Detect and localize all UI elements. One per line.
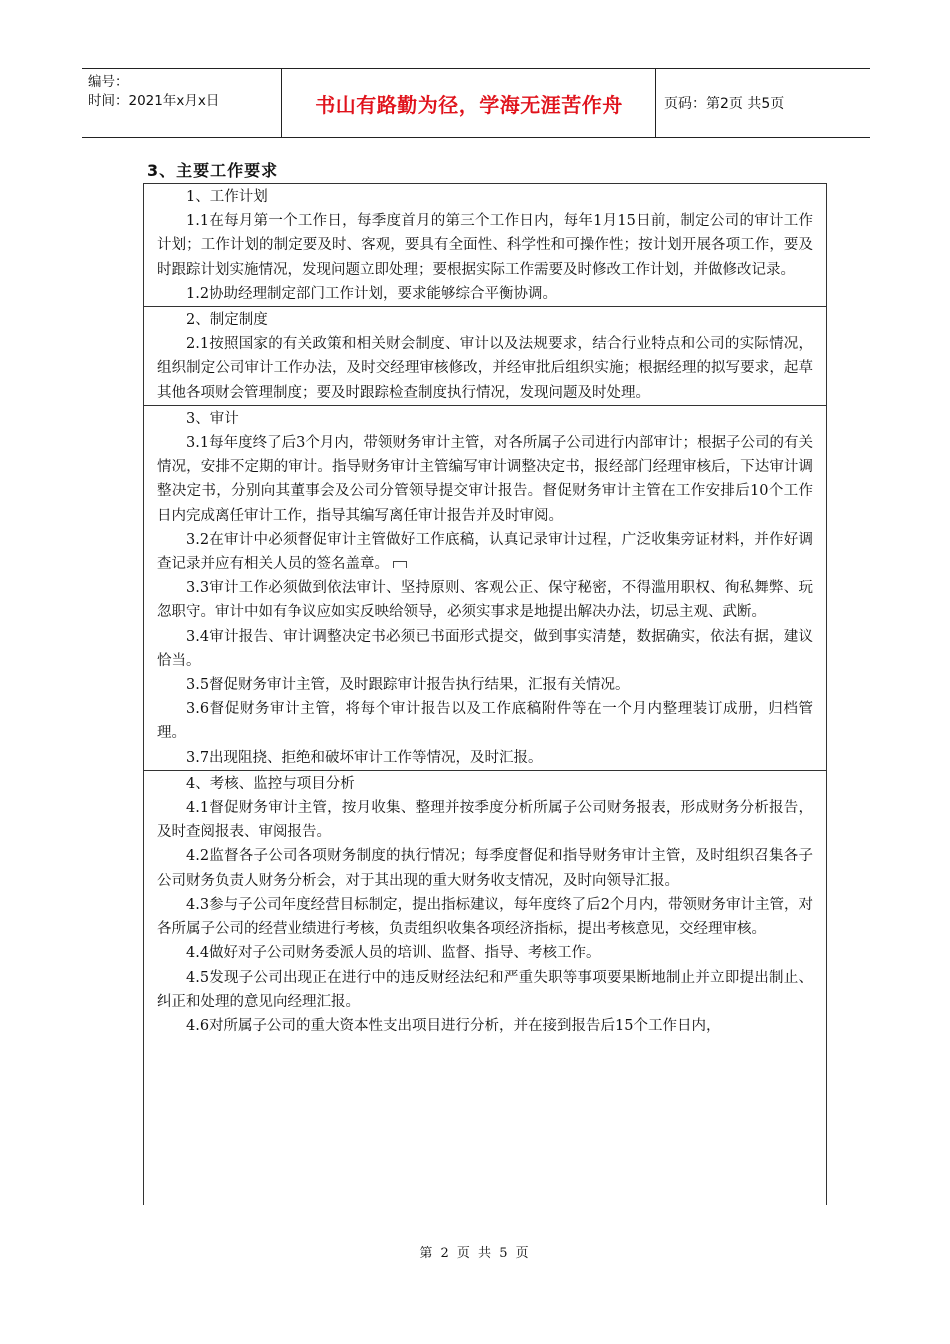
paragraph: 4.4做好对子公司财务委派人员的培训、监督、指导、考核工作。 [186,945,601,962]
paragraph: 3.6督促财务审计主管，将每个审计报告以及工作底稿附件等在一个月内整理装订成册，归档管理。 [157,701,813,742]
paragraph-text: 3.2在审计中必须督促审计主管做好工作底稿，认真记录审计过程，广泛收集旁证材料，并作好调查记录并应有相关人员的签名盖章。 [157,531,813,573]
document-date-label: 时间：2021年x月x日 [88,93,220,109]
section-heading: 1、工作计划 [186,189,268,205]
section-assessment [144,771,826,1038]
paragraph: 3.3审计工作必须做到依法审计、坚持原则、客观公正、保守秘密，不得滥用职权、徇私舞弊、玩忽职守。审计中如有争议应如实反映给领导，必须实事求是地提出解决办法，切忌主观、武断。 [157,580,813,621]
section-heading: 2、制定制度 [186,312,268,329]
document-number-label: 编号： [88,74,129,90]
paragraph: 3.4审计报告、审计调整决定书必须已书面形式提交，做到事实清楚，数据确实，依法有据，建议恰当。 [157,628,813,669]
paragraph: 4.2监督各子公司各项财务制度的执行情况；每季度督促和指导财务审计主管，及时组织召集各子公司财务负责人财务分析会，对于其出现的重大财务收支情况，及时向领导汇报。 [157,848,813,889]
paragraph [157,528,813,576]
paragraph: 4.5发现子公司出现正在进行中的违反财经法纪和严重失职等事项要果断地制止并立即提出制止、纠正和处理的意见向经理汇报。 [157,969,813,1010]
section-work-plan [144,184,826,307]
paragraph: 4.3参与子公司年度经营目标制定，提出指标建议，每年度终了后2个月内，带领财务审计主管，对各所属子公司的经营业绩进行考核，负责组织收集各项经济指标，提出考核意见，交经理审核。 [157,896,813,938]
requirements-table [143,183,827,1205]
paragraph: 1.1在每月第一个工作日，每季度首月的第三个工作日内，每年1月15日前，制定公司的审计工作计划；工作计划的制定要及时、客观，要具有全面性、科学性和可操作性；按计划开展各项工作，要及时跟踪计划实施情况，发现问题立即处理；要根据实际工作需要及时修改工作计划，并做修改记录。 [157,213,813,278]
page-footer: 第 2 页 共 5 页 [419,1246,531,1261]
header-page-number: 页码：第2页 共5页 [664,96,785,112]
paragraph: 3.1每年度终了后3个月内，带领财务审计主管，对各所属子公司进行内部审计；根据子公司的有关情况，安排不定期的审计。指导财务审计主管编写审计调整决定书，报经部门经理审核后，下达审计调整决定书，分别向其董事会及公司分管领导提交审计报告。督促财务审计主管在工作安排后10个工作日内完成离任审计工作，指导其编写离任审计报告并及时审阅。 [157,435,813,524]
section-regulations [144,307,826,406]
header-divider [281,69,282,137]
header-meta [88,73,278,111]
paragraph: 3.7出现阻挠、拒绝和破坏审计工作等情况，及时汇报。 [186,749,543,766]
header-divider [655,69,656,137]
section-heading: 4、考核、监控与项目分析 [186,775,355,792]
section-audit [144,406,826,771]
section-heading: 3、审计 [186,410,239,427]
header-motto: 书山有路勤为径，学海无涯苦作舟 [315,92,623,117]
paragraph: 4.1督促财务审计主管，按月收集、整理并按季度分析所属子公司财务报表，形成财务分析报告，及时查阅报表、审阅报告。 [157,800,813,841]
section-title: 3、主要工作要求 [147,161,279,180]
paragraph: 1.2协助经理制定部门工作计划，要求能够综合平衡协调。 [186,285,558,302]
paragraph: 4.6对所属子公司的重大资本性支出项目进行分析，并在接到报告后15个工作日内， [186,1017,721,1034]
edit-mark-icon [393,561,407,568]
page-header [82,68,870,138]
paragraph: 2.1按照国家的有关政策和相关财会制度、审计以及法规要求，结合行业特点和公司的实际情况，组织制定公司审计工作办法，及时交经理审核修改，并经审批后组织实施；根据经理的拟写要求，起草其他各项财会管理制度；要及时跟踪检查制度执行情况，发现问题及时处理。 [157,336,813,401]
paragraph: 3.5督促财务审计主管，及时跟踪审计报告执行结果，汇报有关情况。 [186,677,630,694]
